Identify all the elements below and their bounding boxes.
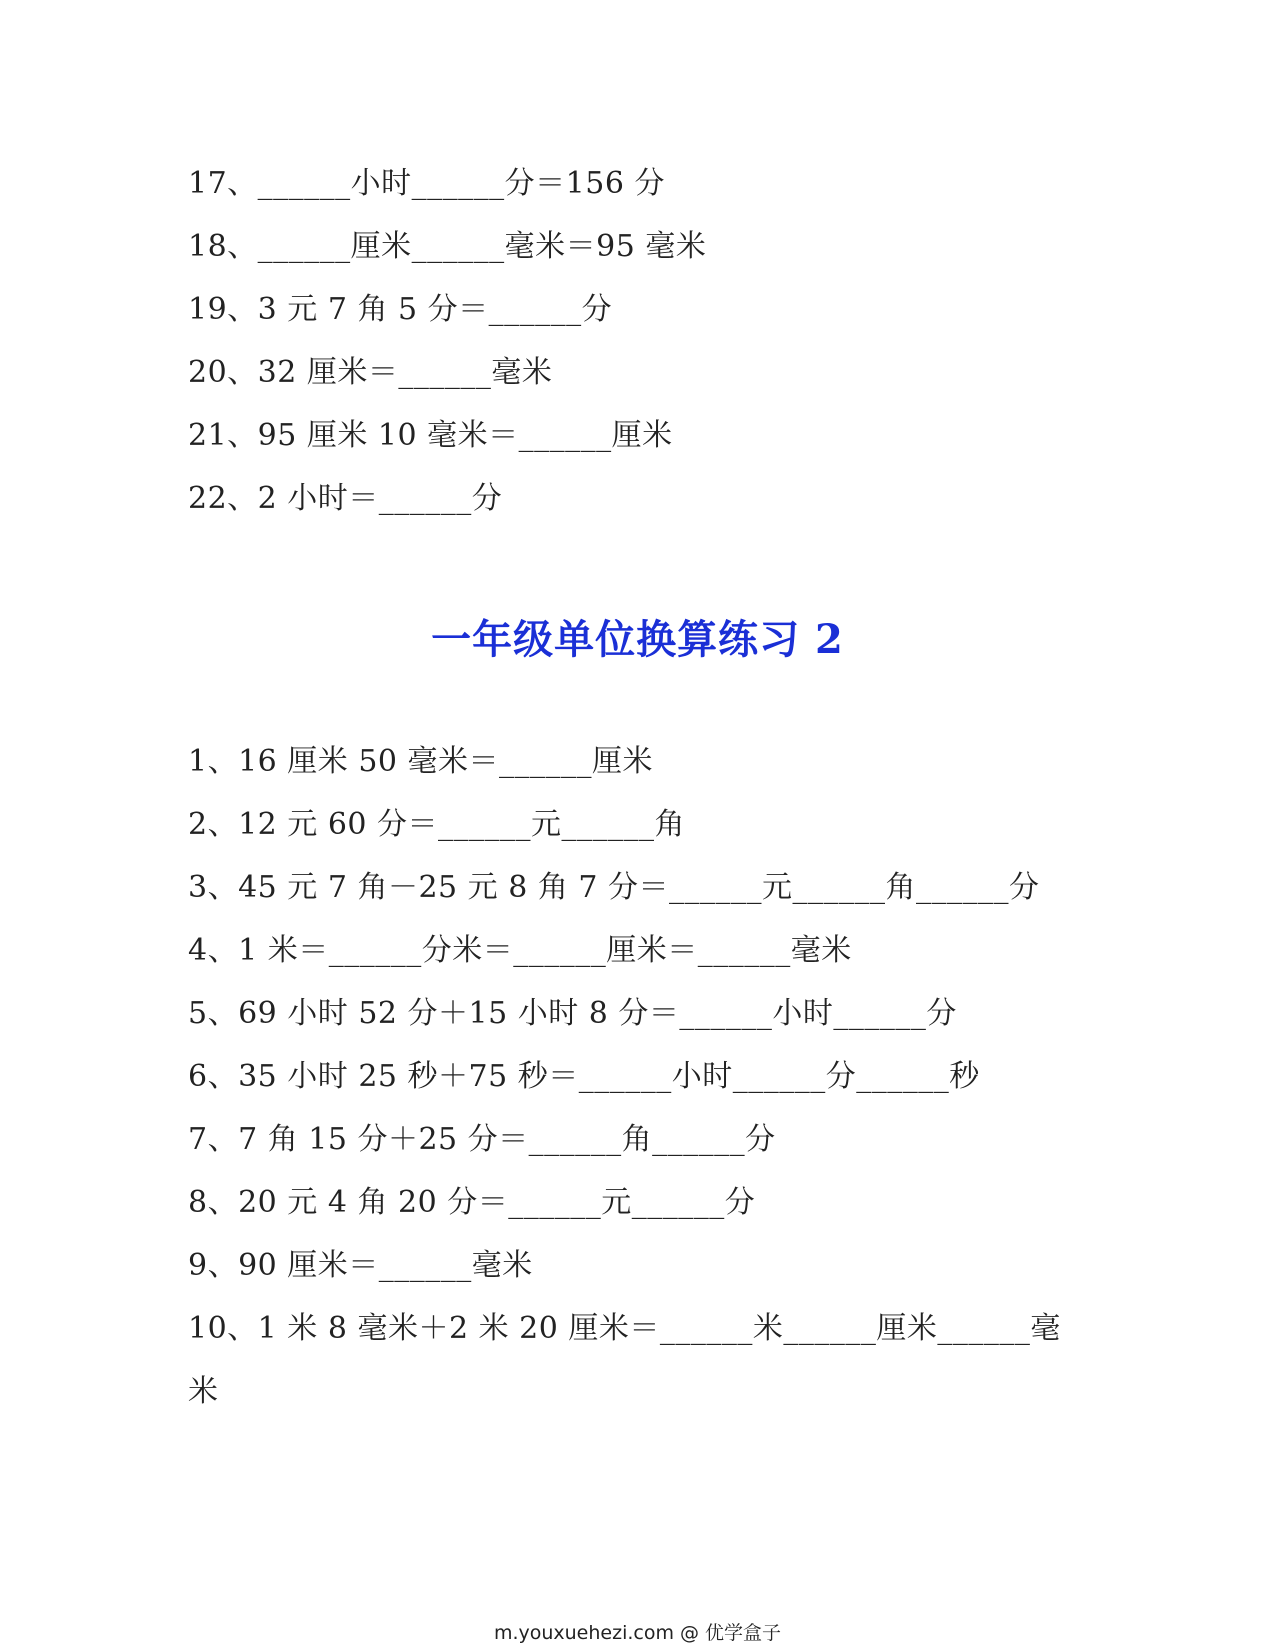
question-8: 8、20 元 4 角 20 分＝______元______分: [188, 1185, 756, 1220]
question-10-continued: 米: [188, 1374, 219, 1409]
question-19: 19、3 元 7 角 5 分＝______分: [188, 292, 613, 327]
question-10: 10、1 米 8 毫米＋2 米 20 厘米＝______米______厘米______毫: [188, 1311, 1061, 1346]
footer-watermark: m.youxuehezi.com @ 优学盒子: [493, 1622, 782, 1644]
question-21: 21、95 厘米 10 毫米＝______厘米: [188, 418, 673, 453]
question-2: 2、12 元 60 分＝______元______角: [188, 807, 686, 842]
question-6: 6、35 小时 25 秒＋75 秒＝______小时______分______秒: [188, 1059, 980, 1094]
question-3: 3、45 元 7 角－25 元 8 角 7 分＝______元______角______分: [188, 870, 1040, 905]
question-18: 18、______厘米______毫米＝95 毫米: [188, 229, 707, 264]
question-17: 17、______小时______分＝156 分: [188, 166, 665, 201]
question-9: 9、90 厘米＝______毫米: [188, 1248, 533, 1283]
question-1: 1、16 厘米 50 毫米＝______厘米: [188, 744, 654, 779]
question-22: 22、2 小时＝______分: [188, 481, 503, 516]
section-title: 一年级单位换算练习 2: [431, 616, 844, 663]
question-20: 20、32 厘米＝______毫米: [188, 355, 553, 390]
question-5: 5、69 小时 52 分＋15 小时 8 分＝______小时______分: [188, 996, 957, 1031]
question-4: 4、1 米＝______分米＝______厘米＝______毫米: [188, 933, 852, 968]
question-7: 7、7 角 15 分＋25 分＝______角______分: [188, 1122, 776, 1157]
